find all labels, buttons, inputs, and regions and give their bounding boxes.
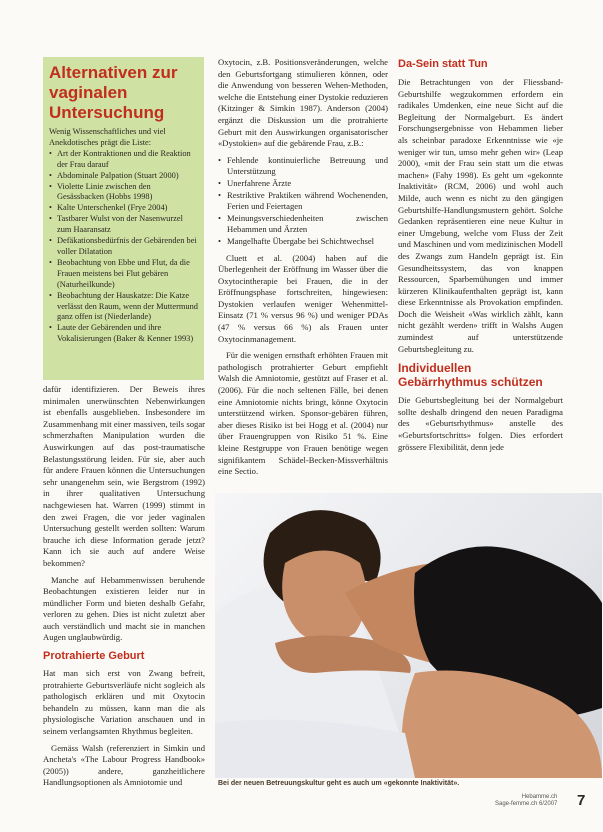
list-item: • Beobachtung von Ebbe und Flut, da die Frauen meistens bei Flut gebären (Naturheilkunde) <box>49 258 198 291</box>
section-heading: Protrahierte Geburt <box>43 650 145 663</box>
paragraph: Hat man sich erst von Zwang befreit, protrahierte Geburtsverläufe nicht sogleich als pathologisch erklären und mit Oxytocin behandeln zu müssen, kann man die als physiologische Variation anschauen und in seinem verlangsamten Rhythmus begleiten. <box>43 668 205 737</box>
sidebar-box <box>43 57 204 380</box>
list-item: • Meinungsverschiedenheiten zwischen Hebammen und Ärzten <box>218 213 388 236</box>
paragraph: Die Betrachtungen von der Fliessband-Geburtshilfe wegzukommen erfordern ein radikales Umdenken, eine neue Sicht auf die Begleitung der Normalgeburt. Es ändert Forschungsergebnisse von Hebammen lieber als scheinbar paradoxe Erkenntnisse wie «je weniger wir tun, umso mehr gehen wir» (Leap 2000), «mit der Frau sein statt um die etwas machen» (Fahy 1998). Es geht um «gekonnte Inaktivität» (RCM, 2006) und wohl auch Milde, auch wenn es nicht zu den gängigen Geburtshilfe-Handlungsmustern gehört. Solche Gedanken repräsentieren eine neue Kultur in einer Umgebung, welche vom Fluss der Zeit und Maschinen und vom medizinischen Modell des Zwangs zum Handeln geprägt ist. Ein Gesundheitssystem, das von knappen Ressourcen, Sparbemühungen und immer kürzeren Klinikaufenthalten geprägt ist, kann diese Erkenntnisse als Provokation empfinden. Doch die Weisheit «Was wirklich zählt, kann nicht gezählt werden» trifft in Walshs Augen zumindest auf unterstützende Geburtsbegleitung zu. <box>398 77 563 354</box>
paragraph: Manche auf Hebammenwissen beruhende Beobachtungen existieren leider nur in mündlicher Form und bieten deshalb Gefahr, verloren zu gehen. Dies ist nicht zuletzt aber auch verständlich und macht sie in manchen Augen unglaubwürdig. <box>43 574 205 643</box>
column-3 <box>398 57 563 458</box>
section-heading: Individuellen Gebärrhythmus schützen <box>398 361 543 390</box>
list-item: • Tastbarer Wulst von der Nasenwurzel zum Haaransatz <box>49 214 198 236</box>
photo-illustration <box>215 493 602 778</box>
list-item: • Laute der Gebärenden und ihre Vokalisierungen (Baker & Kenner 1993) <box>49 323 198 345</box>
footer-publication <box>495 794 557 808</box>
footer-line: Hebamme.ch <box>521 794 558 800</box>
paragraph: Cluett et al. (2004) haben auf die Überlegenheit der Eröffnung im Wasser über die Oxytocintherapie bei Frauen, die in der Eröffnungsphase fortschreiten, hingewiesen: Dystokien verlaufen weniger Wehenmittel-Einsatz (71 % versus 96 %) und weniger PDAs (47 % versus 66 %) als Frauen unter Oxytocinmanagement. <box>218 252 388 344</box>
list-item: • Art der Kontraktionen und die Reaktion der Frau darauf <box>49 149 198 171</box>
photo-caption: Bei der neuen Betreuungskultur geht es auch um «gekonnte Inaktivität». <box>218 780 460 787</box>
photo-resting-woman <box>215 493 602 778</box>
bullet-list <box>218 155 388 248</box>
section-heading: Da-Sein statt Tun <box>398 58 488 70</box>
list-item: • Mangelhafte Übergabe bei Schichtwechsel <box>218 236 388 248</box>
sidebar-intro: Wenig Wissenschaftliches und viel Anekdotisches prägt die Liste: <box>49 127 166 147</box>
list-item: • Defäkationsbedürfnis der Gebärenden bei voller Dilatation <box>49 236 198 258</box>
list-item: • Kalte Unterschenkel (Frye 2004) <box>49 203 198 214</box>
paragraph: Die Geburtsbegleitung bei der Normalgeburt sollte deshalb dringend den neuen Paradigma des «Geburtsrhythmus» anstelle des «Geburtsfortschritts» folgen. Dies erfordert grössere Flexibilität, denn jede <box>398 395 563 452</box>
paragraph: Gemäss Walsh (referenziert in Simkin und Ancheta's «The Labour Progress Handbook» (2005)) andere, ganzheitlichere Handlungsoptionen als Amniotomie und <box>43 742 205 788</box>
list-item: • Abdominale Palpation (Stuart 2000) <box>49 171 198 182</box>
page-number: 7 <box>577 792 586 809</box>
paragraph: Für die wenigen ernsthaft erhöhten Frauen mit pathologisch protrahierter Geburt empfiehlt Walsh die Amniotomie, gestützt auf Fraser et al. (2006). Für die noch seltenen Fälle, bei denen eine Amniotomie nichts bringt, könne Oxytocin unterstützend wirken. Sponsor-gebären führen, aber dieses Risiko ist bei Hogg et al. (2004) nur über Frauengruppen von Risiko 51 %. Eine kleine Restgruppe von Frauen benötige wegen signifikantem Schädel-Becken-Missverhältnis eine Sectio. <box>218 350 388 477</box>
footer-line: Sage-femme.ch 6/2007 <box>495 801 558 807</box>
list-item: • Beobachtung der Hauskatze: Die Katze verlässt den Raum, wenn der Muttermund ganz offen ist (Niederlande) <box>49 291 198 324</box>
list-item: • Fehlende kontinuierliche Betreuung und Unterstützung <box>218 155 388 178</box>
list-item: • Unerfahrene Ärzte <box>218 178 388 190</box>
sidebar-list <box>49 149 198 345</box>
column-1 <box>43 384 205 794</box>
paragraph: Oxytocin, z.B. Positionsveränderungen, welche den Geburtsfortgang stimulieren können, oder die Anwendung von besseren Wehen-Methoden, welche die Entstehung einer Dystokie reduzieren (Kitzinger & Simkin 1987). Anderson (2004) ergänzt die Diskussion um die protrahierte Geburt mit den Auswirkungen organisatorischer «Dystokien» auf die gebärende Frau, z.B.: <box>218 57 388 149</box>
column-2 <box>218 57 388 483</box>
sidebar-title: Alternativen zur vaginalen Untersuchung <box>49 63 178 122</box>
paragraph: dafür identifizieren. Der Beweis ihres minimalen unerwünschten Nebenwirkungen ist ebenfalls ausgeblieben. Insbesondere im Zusammenhang mit einer massiven, teils sogar schmerzhaften Manipulation wurden die Auswirkungen auf das post-traumatische Belastungsstörung leiden. Für sie, aber auch für andere Frauen können die Untersuchungen sehr unangenehm sein, wie Bergstrom (1992) in ihrer qualitativen Untersuchung nachgewiesen hat. Warren (1999) stimmt in den zwei Fragen, die vor jeder vaginalen Untersuchung gestellt werden sollten: Warum brauche ich diese Information gerade jetzt? Kann ich sie auch auf andere Weise bekommen? <box>43 384 205 568</box>
list-item: • Violette Linie zwischen den Gesässbacken (Hobbs 1998) <box>49 182 198 204</box>
list-item: • Restriktive Praktiken während Wochenenden, Ferien und Feiertagen <box>218 190 388 213</box>
